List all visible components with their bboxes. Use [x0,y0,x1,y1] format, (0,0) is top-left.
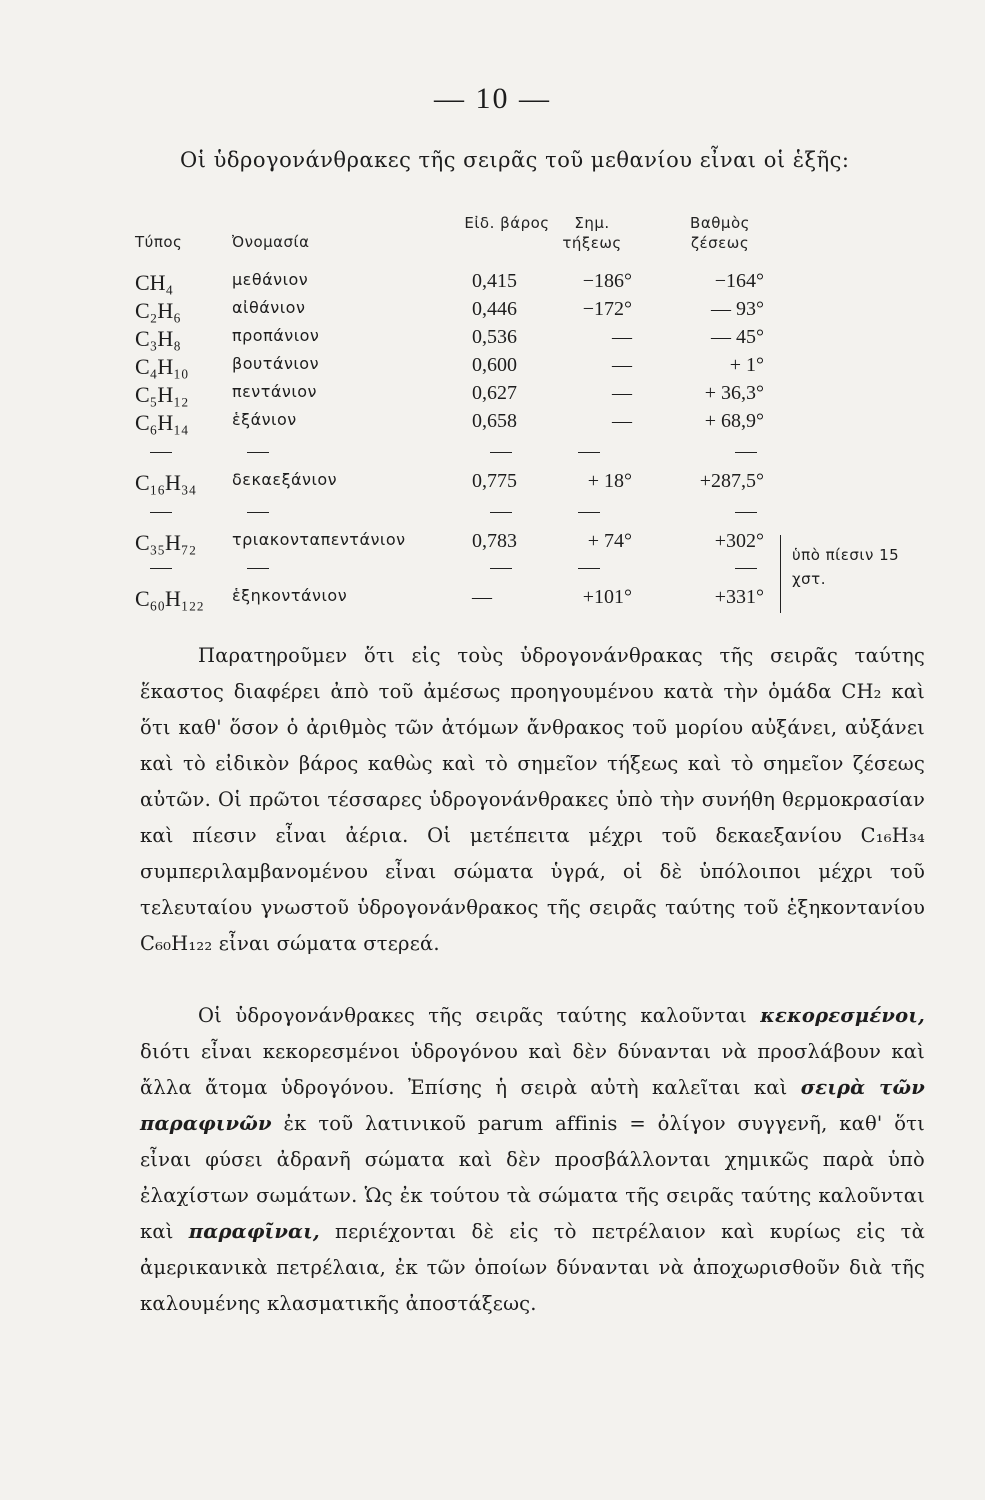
density-cell: 0,536 [472,326,517,348]
density-cell: 0,783 [472,530,517,552]
header-boiling: Βαθμὸς ζέσεως [690,214,750,252]
ditto-dash [150,512,172,513]
boiling-cell: + 1° [729,354,764,376]
density-cell: 0,415 [472,270,517,292]
para2-text-1: Οἱ ὑδρογονάνθρακες τῆς σειρᾶς ταύτης καλοῦνται [198,1004,761,1027]
name-cell: μεθάνιον [232,270,309,289]
formula-cell: C₆₀H₁₂₂ [135,586,204,611]
ditto-dash [490,452,512,453]
term-paraffin-series: σειρὰ τῶν παραφινῶν [140,1076,925,1135]
header-type: Τύπος [135,233,183,251]
ditto-dash [247,452,269,453]
para2-text-4: περιέχονται δὲ εἰς τὸ πετρέλαιον καὶ κυρίως εἰς τὰ ἀμερικανικὰ πετρέλαια, ἐκ τῶν ὁποίων δύνανται νὰ ἀποχωρισθοῦν διὰ τῆς καλουμένης κλασματικῆς ἀποστάξεως. [140,1220,926,1315]
formula-cell: C₂H₆ [135,298,181,323]
name-cell: ἑξάνιον [232,410,297,429]
boiling-cell: — 45° [711,326,764,348]
boiling-cell: + 36,3° [704,382,764,404]
para2-text-2: διότι εἶναι κεκορεσμένοι ὑδρογόνου καὶ δὲν δύνανται νὰ προσλάβουν καὶ ἄλλα ἄτομα ὑδρογόνου. Ἐπίσης ἡ σειρὰ αὐτὴ καλεῖται καὶ [140,1040,925,1099]
density-cell: 0,446 [472,298,517,320]
melting-cell: +101° [582,586,632,608]
name-cell: δεκαεξάνιον [232,470,338,489]
intro-sentence: Οἱ ὑδρογονάνθρακες τῆς σειρᾶς τοῦ μεθανίου εἶναι οἱ ἑξῆς: [180,148,850,172]
boiling-cell: +331° [714,586,764,608]
density-cell: 0,658 [472,410,517,432]
ditto-dash [735,512,757,513]
melting-cell: — [612,354,632,376]
density-cell: 0,627 [472,382,517,404]
paragraph-observations-text: Παρατηροῦμεν ὅτι εἰς τοὺς ὑδρογονάνθρακας τῆς σειρᾶς ταύτης ἕκαστος διαφέρει ἀπὸ τοῦ ἀμέσως προηγουμένου κατὰ τὴν ὁμάδα CH₂ καὶ ὅτι καθ' ὅσον ὁ ἀριθμὸς τῶν ἀτόμων ἄνθρακος τοῦ μορίου αὐξάνει, αὐξάνει καὶ τὸ εἰδικὸν βάρος καθὼς καὶ τὸ σημεῖον τήξεως καὶ τὸ σημεῖον ζέσεως αὐτῶν. Οἱ πρῶτοι τέσσαρες ὑδρογονάνθρακες ὑπὸ τὴν συνήθη θερμοκρασίαν καὶ πίεσιν εἶναι ἀέρια. Οἱ μετέπειτα μέχρι τοῦ δεκαεξανίου C₁₆H₃₄ συμπεριλαμβανομένου εἶναι σώματα ὑγρά, οἱ δὲ ὑπόλοιποι μέχρι τοῦ τελευταίου γνωστοῦ ὑδρογονάνθρακος τῆς σειρᾶς ταύτης τοῦ ἑξηκοντανίου C₆₀H₁₂₂ εἶναι σώματα στερεά. [140,644,925,955]
para2-text-3: ἐκ τοῦ λατινικοῦ parum affinis = ὀλίγον συγγενῆ, καθ' ὅτι εἶναι φύσει ἀδρανῆ σώματα καὶ δὲν προσβάλλονται χημικῶς παρὰ ὑπὸ ἐλαχίστων σωμάτων. Ὡς ἐκ τούτου τὰ σώματα τῆς σειρᾶς ταύτης καλοῦνται καὶ [140,1112,925,1243]
density-cell: — [472,586,492,608]
ditto-dash [578,452,600,453]
term-paraffins: παραφῖναι, [188,1220,320,1243]
ditto-dash [578,512,600,513]
term-saturated: κεκορεσμένοι, [760,1004,925,1027]
name-cell: προπάνιον [232,326,320,345]
header-name: Ὀνομασία [232,233,310,251]
ditto-dash [150,568,172,569]
ditto-dash [490,512,512,513]
name-cell: ἑξηκοντάνιον [232,586,348,605]
name-cell: τριακονταπεντάνιον [232,530,406,549]
density-cell: 0,775 [472,470,517,492]
paragraph-paraffins [140,998,925,1322]
melting-cell: — [612,382,632,404]
formula-cell: C₄H₁₀ [135,354,189,379]
page-number: — 10 — [434,82,551,115]
ditto-dash [247,512,269,513]
boiling-cell: −164° [714,270,764,292]
melting-cell: — [612,326,632,348]
formula-cell: C₃₅H₇₂ [135,530,197,555]
boiling-cell: + 68,9° [704,410,764,432]
formula-cell: C₅H₁₂ [135,382,189,407]
melting-cell: + 74° [587,530,632,552]
melting-cell: −172° [582,298,632,320]
density-cell: 0,600 [472,354,517,376]
name-cell: βουτάνιον [232,354,320,373]
name-cell: αἰθάνιον [232,298,306,317]
ditto-dash [578,568,600,569]
formula-cell: CH₄ [135,270,174,295]
paragraph-observations [140,638,925,962]
pressure-bracket [772,535,781,613]
ditto-dash [735,452,757,453]
ditto-dash [735,568,757,569]
boiling-cell: +287,5° [699,470,764,492]
formula-cell: C₁₆H₃₄ [135,470,197,495]
name-cell: πεντάνιον [232,382,317,401]
boiling-cell: — 93° [711,298,764,320]
header-density: Εἰδ. βάρος [464,214,550,232]
formula-cell: C₆H₁₄ [135,410,189,435]
formula-cell: C₃H₈ [135,326,181,351]
boiling-cell: +302° [714,530,764,552]
melting-cell: — [612,410,632,432]
melting-cell: −186° [582,270,632,292]
ditto-dash [150,452,172,453]
ditto-dash [490,568,512,569]
pressure-note: ὑπὸ πίεσιν 15 χστ. [792,546,900,588]
header-melting: Σημ. τήξεως [562,214,622,252]
melting-cell: + 18° [587,470,632,492]
ditto-dash [247,568,269,569]
